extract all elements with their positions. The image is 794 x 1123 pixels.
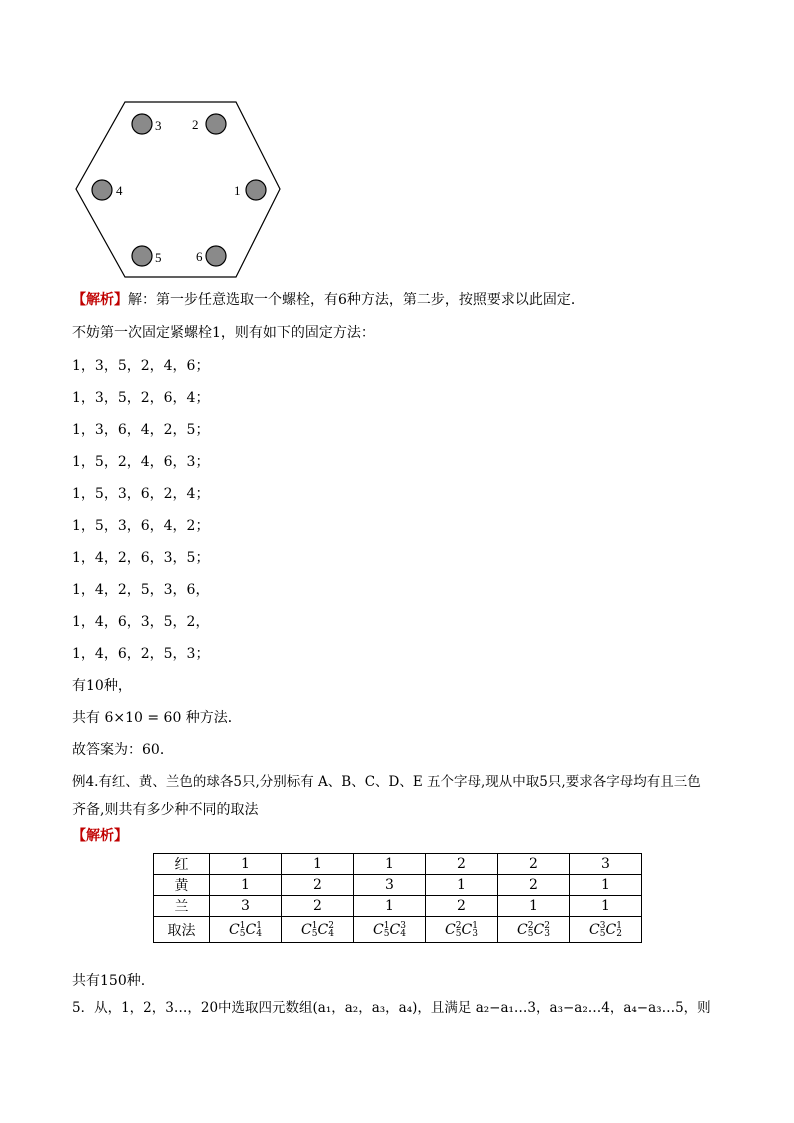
analysis-text: 解：第一步任意选取一个螺栓，有6种方法，第二步，按照要求以此固定． [128,292,585,308]
sequence-6: 1，5，3，6，4，2； [72,518,210,534]
bolt-label-3: 3 [155,118,162,133]
bolt-5 [132,246,152,266]
table-cell: 1 [210,875,282,896]
table-cell: 1 [570,896,642,917]
bolt-label-6: 6 [196,249,203,264]
bolt-2 [206,114,226,134]
table-cell: 1 [570,875,642,896]
analysis-paragraph [72,290,585,310]
table-cell: 1 [498,896,570,917]
sequence-9: 1，4，6，3，5，2， [72,614,210,630]
result-line: 共有150种. [72,973,146,989]
example4-line1: 例4.有红、黄、兰色的球各5只,分别标有 A、B、C、D、E 五个字母,现从中取5只,要求各字母均有且三色 [72,774,701,790]
sequence-8: 1，4，2，5，3，6， [72,582,210,598]
bolt-label-2: 2 [192,117,199,132]
row-head: 红 [154,854,210,875]
table-cell: 2 [498,875,570,896]
method-cell [282,917,354,943]
bolt-4 [92,180,112,200]
table-cell: 3 [354,875,426,896]
table-row-methods [154,917,642,943]
problem-5: 5．从，1，2，3…，20中选取四元数组(a₁，a₂，a₃，a₄)，且满足 a₂−a₁…3，a₃−a₂…4，a₄−a₃…5，则 [72,1000,711,1016]
hexagon-diagram [70,94,290,284]
method-formula: C 3 5 C 1 2 [589,920,622,939]
table-cell: 2 [426,896,498,917]
table-cell: 1 [210,854,282,875]
method-formula: C 2 5 C 2 3 [517,920,550,939]
sequence-3: 1，3，6，4，2，5； [72,422,210,438]
count-line: 有10种， [72,678,132,694]
method-formula: C 1 5 C 2 4 [301,920,334,939]
bolt-label-1: 1 [234,183,241,198]
bolt-6 [206,246,226,266]
sequence-5: 1，5，3，6，2，4； [72,486,210,502]
analysis-tag: 【解析】 [72,292,128,308]
table-cell: 1 [354,896,426,917]
table-row-blue [154,896,642,917]
total-line: 共有 6×10 = 60 种方法． [72,710,242,726]
sequence-4: 1，5，2，4，6，3； [72,454,210,470]
sequence-1: 1，3，5，2，4，6； [72,358,210,374]
combination-table [153,853,642,943]
sequence-10: 1，4，6，2，5，3； [72,646,210,662]
bolt-1 [246,180,266,200]
hexagon-bolt-figure [70,94,290,284]
table-cell: 2 [498,854,570,875]
example4-line2: 齐备,则共有多少种不同的取法 [72,802,259,818]
row-head: 黄 [154,875,210,896]
table-cell: 2 [426,854,498,875]
table-row-red [154,854,642,875]
table-cell: 1 [282,854,354,875]
row-head: 取法 [154,917,210,943]
method-cell [354,917,426,943]
method-cell [498,917,570,943]
bolt-label-5: 5 [155,250,162,265]
method-formula: C 1 5 C 1 4 [229,920,262,939]
table-cell: 1 [426,875,498,896]
sequence-2: 1，3，5，2，6，4； [72,390,210,406]
table-row-yellow [154,875,642,896]
bolt-label-4: 4 [116,183,123,198]
bolt-3 [132,114,152,134]
table-cell: 3 [210,896,282,917]
fixing-intro: 不妨第一次固定紧螺栓1，则有如下的固定方法： [72,325,375,341]
method-cell [570,917,642,943]
method-formula: C 1 5 C 3 4 [373,920,406,939]
table-cell: 1 [354,854,426,875]
sequence-7: 1，4，2，6，3，5； [72,550,210,566]
table-cell: 3 [570,854,642,875]
table-cell: 2 [282,875,354,896]
answer-line: 故答案为：60． [72,742,174,758]
table-cell: 2 [282,896,354,917]
row-head: 兰 [154,896,210,917]
method-formula: C 2 5 C 1 3 [445,920,478,939]
method-cell [210,917,282,943]
analysis-tag-2: 【解析】 [72,828,128,844]
method-cell [426,917,498,943]
